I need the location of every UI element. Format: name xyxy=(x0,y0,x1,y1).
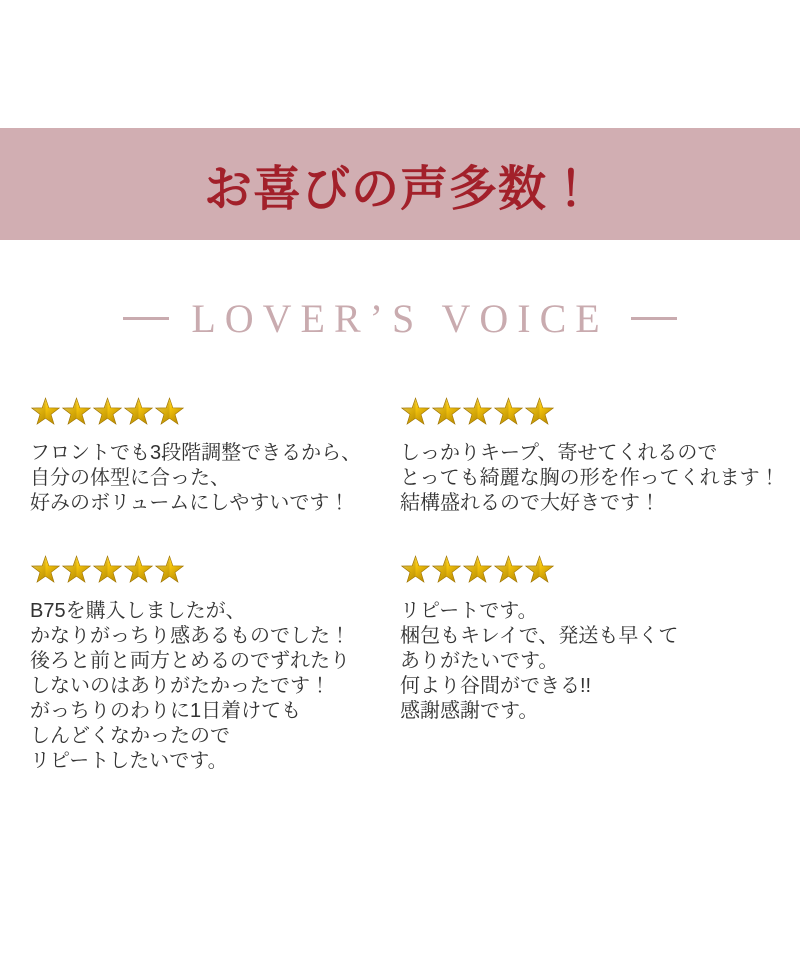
review-text-line: かなりがっちり感あるものでした！ xyxy=(30,625,350,647)
review-text-line: B75を購入しましたが、 xyxy=(30,600,246,622)
star-icon xyxy=(431,555,462,586)
star-rating xyxy=(400,555,798,589)
star-icon xyxy=(92,555,123,586)
section-heading xyxy=(0,293,800,343)
review-text-line: リピートです。 xyxy=(400,600,538,622)
star-icon xyxy=(154,397,185,428)
star-icon xyxy=(462,397,493,428)
review-card xyxy=(30,397,395,516)
star-icon xyxy=(30,397,61,428)
review-text-line: フロントでも3段階調整できるから、 xyxy=(30,442,362,464)
star-icon xyxy=(30,555,61,586)
star-icon xyxy=(524,555,555,586)
review-card xyxy=(400,397,798,516)
star-icon xyxy=(524,397,555,428)
review-text-line: しっかりキープ、寄せてくれるので xyxy=(400,442,718,464)
star-icon xyxy=(123,397,154,428)
review-card xyxy=(400,555,798,724)
review-card xyxy=(30,555,395,774)
review-text-line: ありがたいです。 xyxy=(400,650,559,672)
decorative-dash-right-icon xyxy=(631,317,677,320)
review-text-line: 後ろと前と両方とめるのでずれたり xyxy=(30,650,350,672)
star-rating xyxy=(30,555,395,589)
review-text-line: 何より谷間ができる!! xyxy=(400,675,592,697)
star-icon xyxy=(154,555,185,586)
review-text-line: しんどくなかったので xyxy=(30,725,230,747)
star-rating xyxy=(30,397,395,431)
review-text-line: 好みのボリュームにしやすいです！ xyxy=(30,492,350,514)
review-text-line: 自分の体型に合った、 xyxy=(30,467,230,489)
banner-title: お喜びの声多数！ xyxy=(203,162,596,216)
section-heading-label: LOVER’S VOICE xyxy=(191,295,609,341)
star-rating xyxy=(400,397,798,431)
review-text-line: とっても綺麗な胸の形を作ってくれます！ xyxy=(400,467,780,489)
review-text-line: 結構盛れるので大好きです！ xyxy=(400,492,660,514)
star-icon xyxy=(61,555,92,586)
review-text-line: しないのはありがたかったです！ xyxy=(30,675,330,697)
banner xyxy=(0,128,800,240)
star-icon xyxy=(400,555,431,586)
review-text-line: 感謝感謝です。 xyxy=(400,700,539,722)
star-icon xyxy=(462,555,493,586)
star-icon xyxy=(431,397,462,428)
decorative-dash-left-icon xyxy=(123,317,169,320)
star-icon xyxy=(61,397,92,428)
star-icon xyxy=(400,397,431,428)
star-icon xyxy=(493,397,524,428)
review-text-line: がっちりのわりに1日着けても xyxy=(30,700,302,722)
star-icon xyxy=(493,555,524,586)
review-text-line: 梱包もキレイで、発送も早くて xyxy=(400,625,679,647)
review-text-line: リピートしたいです。 xyxy=(30,750,228,772)
star-icon xyxy=(123,555,154,586)
star-icon xyxy=(92,397,123,428)
